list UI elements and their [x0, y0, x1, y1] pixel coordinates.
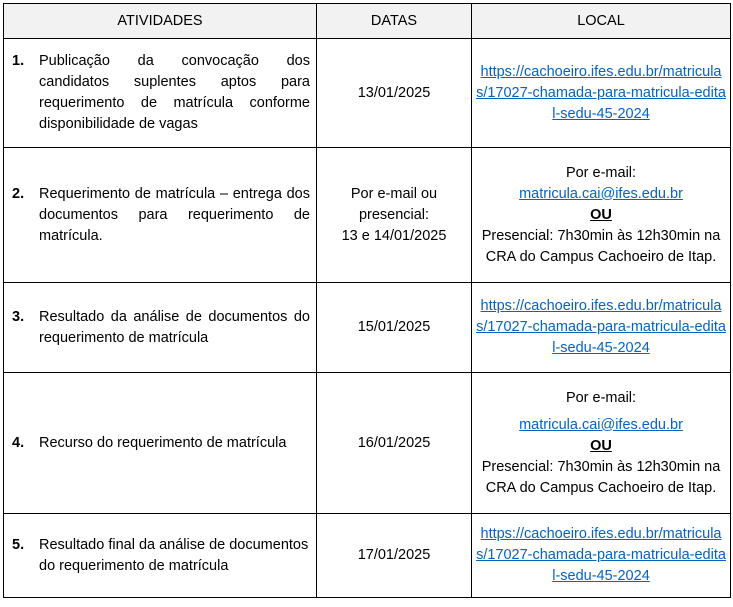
email-link[interactable]: matricula.cai@ifes.edu.br [519, 185, 683, 202]
date-text: 17/01/2025 [357, 547, 431, 563]
row-number: 1. [12, 53, 25, 69]
row-number: 3. [12, 308, 25, 325]
row-number: 2. [12, 185, 25, 202]
date-cell [317, 148, 472, 283]
presencial-text: Presencial: 7h30min às 12h30min na CRA do Campus Cachoeiro de Itap. [481, 458, 721, 496]
date-cell [317, 514, 472, 598]
schedule-table [3, 3, 731, 598]
location-cell [472, 514, 731, 598]
date-line: Por e-mail ou [350, 185, 438, 202]
location-link[interactable]: https://cachoeiro.ifes.edu.br/matriculas/17027-chamada-para-matricula-edital-sedu-45-2024 [476, 526, 726, 584]
presencial-text: Presencial: 7h30min às 12h30min na CRA do Campus Cachoeiro de Itap. [481, 227, 721, 265]
date-text: 16/01/2025 [357, 434, 431, 451]
email-link[interactable]: matricula.cai@ifes.edu.br [519, 416, 683, 433]
row-number: 4. [12, 434, 25, 451]
date-line: 13 e 14/01/2025 [341, 227, 447, 244]
header-dates: DATAS [317, 4, 472, 39]
header-activities: ATIVIDADES [4, 4, 317, 39]
activity-cell [4, 514, 317, 598]
table-row [4, 148, 731, 283]
table-row [4, 283, 731, 373]
table-row [4, 514, 731, 598]
activity-cell [4, 283, 317, 373]
date-cell [317, 283, 472, 373]
activity-text: Resultado final da análise de documentos do requerimento de matrícula [39, 536, 309, 574]
activity-cell [4, 39, 317, 148]
header-location: LOCAL [472, 4, 731, 39]
date-cell [317, 373, 472, 514]
activity-text: Recurso do requerimento de matrícula [39, 434, 287, 451]
activity-cell [4, 148, 317, 283]
activity-text: Requerimento de matrícula – entrega dos documentos para requerimento de matrícula. [39, 185, 310, 244]
email-label: Por e-mail: [565, 164, 637, 181]
location-cell [472, 148, 731, 283]
location-link[interactable]: https://cachoeiro.ifes.edu.br/matriculas/17027-chamada-para-matricula-edital-sedu-45-2024 [476, 63, 726, 122]
or-label: OU [590, 206, 612, 223]
location-cell [472, 283, 731, 373]
row-number: 5. [12, 536, 25, 553]
date-text: 15/01/2025 [357, 319, 431, 335]
activity-cell [4, 373, 317, 514]
location-cell [472, 39, 731, 148]
activity-text: Publicação da convocação dos candidatos suplentes aptos para requerimento de matrícula conforme disponibilidade de vagas [39, 53, 310, 132]
email-label: Por e-mail: [565, 389, 637, 406]
location-link[interactable]: https://cachoeiro.ifes.edu.br/matriculas/17027-chamada-para-matricula-edital-sedu-45-2024 [476, 298, 726, 356]
or-label: OU [590, 437, 612, 454]
date-cell [317, 39, 472, 148]
location-cell [472, 373, 731, 514]
table-row [4, 373, 731, 514]
table-row [4, 39, 731, 148]
date-line: presencial: [358, 206, 430, 223]
activity-text: Resultado da análise de documentos do requerimento de matrícula [39, 308, 310, 346]
date-text: 13/01/2025 [357, 84, 431, 101]
table-header-row [4, 4, 731, 39]
